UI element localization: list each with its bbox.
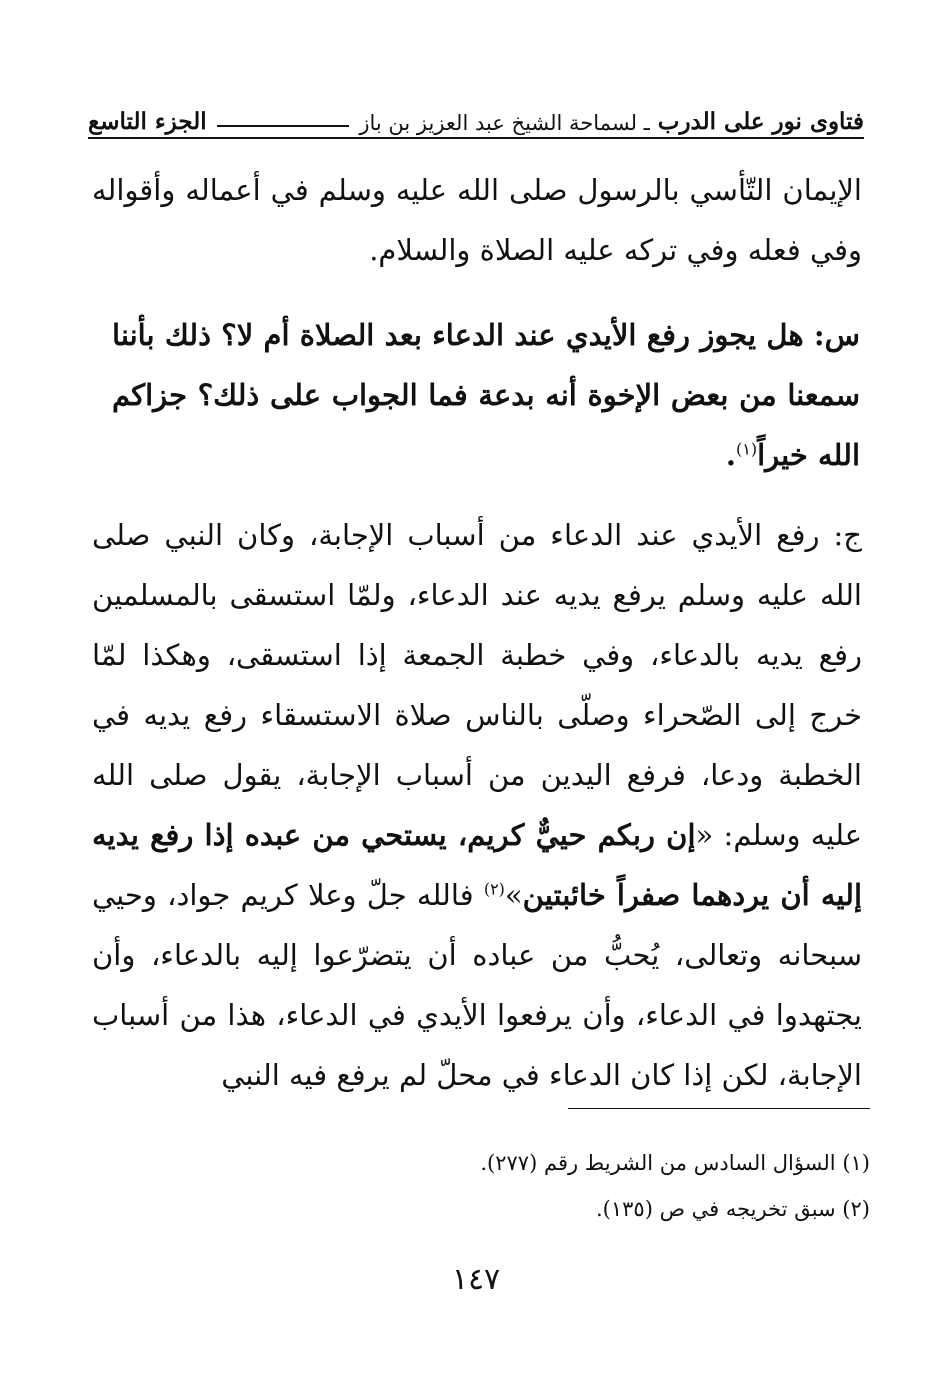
footnote-separator	[568, 1108, 870, 1109]
footnote-2: (٢) سبق تخريجه في ص (١٣٥).	[596, 1197, 870, 1221]
footnote-ref-2: (٢)	[483, 879, 505, 899]
header-volume: الجزء التاسع	[88, 108, 207, 135]
intro-paragraph	[92, 160, 862, 280]
intro-text: الإيمان التّأسي بالرسول صلى الله عليه وسلم في أعماله وأقواله وفي فعله وفي تركه عليه الصلاة والسلام.	[92, 173, 862, 267]
question-end: .	[725, 438, 737, 472]
question-paragraph	[112, 305, 860, 485]
footnotes-section	[400, 1140, 870, 1232]
running-header	[88, 95, 864, 135]
hadith-close-quote: »	[504, 878, 523, 912]
hadith-quote: إن ربكم حييٌّ كريم، يستحي من عبده إذا رفع يديه إليه أن يردهما صفراً خائبتين	[92, 818, 863, 912]
header-underline	[88, 137, 864, 139]
question-text: س: هل يجوز رفع الأيدي عند الدعاء بعد الصلاة أم لا؟ ذلك بأننا سمعنا من بعض الإخوة أنه بدعة فما الجواب على ذلك؟ جزاكم الله خيراً	[112, 318, 860, 472]
header-dash-rule	[217, 125, 350, 127]
page-number: ١٤٧	[451, 1262, 501, 1297]
answer-paragraph	[92, 505, 862, 1105]
answer-text-part1: ج: رفع الأيدي عند الدعاء من أسباب الإجابة، وكان النبي صلى الله عليه وسلم يرفع يديه عند الدعاء، ولمّا استسقى بالمسلمين رفع يديه بالدعاء، وفي خطبة الجمعة إذا استسقى، وهكذا لمّا خرج إلى الصّحراء وصلّى بالناس صلاة الاستسقاء رفع يديه في الخطبة ودعا، فرفع اليدين من أسباب الإجابة، يقول صلى الله عليه وسلم: «	[92, 518, 863, 852]
header-author: ـ لسماحة الشيخ عبد العزيز بن باز	[359, 111, 650, 135]
answer-text-part2: فالله جلّ وعلا كريم جواد، وحيي سبحانه وتعالى، يُحبُّ من عباده أن يتضرّعوا إليه بالدعاء، وأن يجتهدوا في الدعاء، وأن يرفعوا الأيدي في الدعاء، هذا من أسباب الإجابة، لكن إذا كان الدعاء في محلّ لم يرفع فيه النبي	[92, 878, 862, 1092]
footnote-ref-1: (١)	[736, 439, 758, 459]
header-title-group	[359, 108, 864, 135]
footnote-1: (١) السؤال السادس من الشريط رقم (٢٧٧).	[480, 1151, 870, 1175]
header-book-title: فتاوى نور على الدرب	[657, 108, 864, 135]
